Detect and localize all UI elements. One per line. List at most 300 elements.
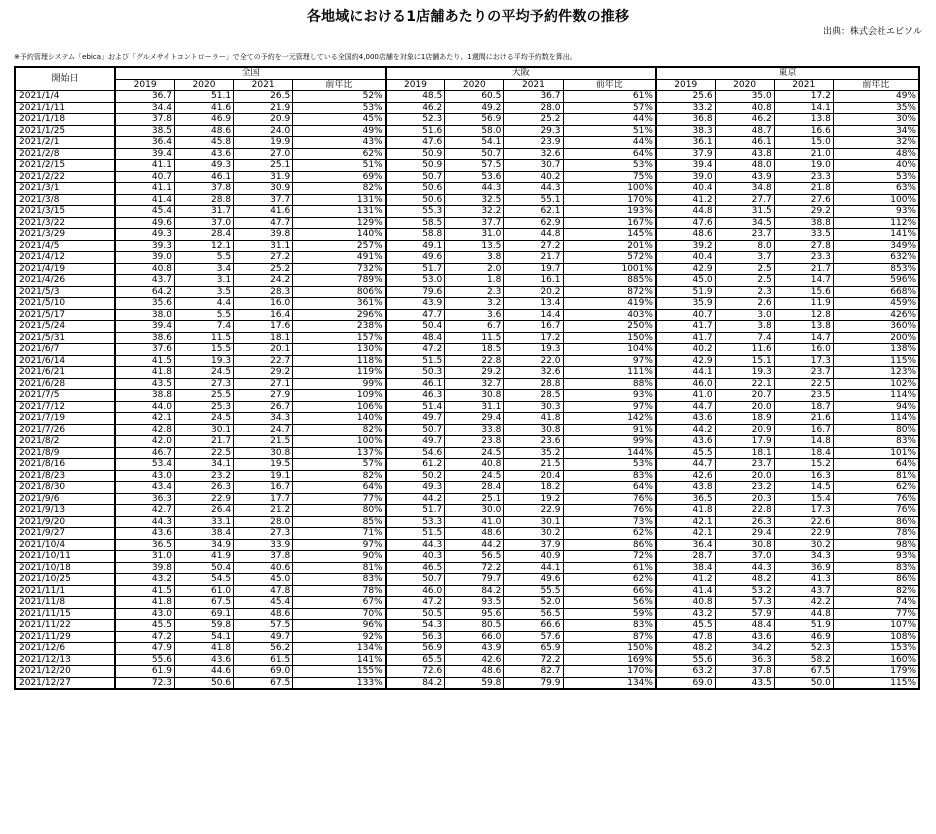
value-cell: 49.6 — [386, 252, 445, 264]
table-row — [15, 321, 919, 333]
value-cell: 13.8 — [774, 114, 833, 126]
value-cell: 419% — [563, 298, 656, 310]
value-cell: 41.4 — [656, 585, 715, 597]
value-cell: 44.7 — [656, 459, 715, 471]
value-cell: 39.8 — [234, 229, 293, 241]
value-cell: 64% — [293, 482, 386, 494]
table-row — [15, 160, 919, 172]
value-cell: 2.6 — [715, 298, 774, 310]
value-cell: 17.2 — [504, 332, 563, 344]
value-cell: 53.0 — [386, 275, 445, 287]
value-cell: 43.4 — [115, 482, 174, 494]
value-cell: 34.2 — [715, 643, 774, 655]
value-cell: 83% — [563, 620, 656, 632]
value-cell: 47.7 — [386, 309, 445, 321]
value-cell: 19.3 — [174, 355, 233, 367]
value-cell: 20.9 — [715, 424, 774, 436]
value-cell: 40.7 — [115, 171, 174, 183]
value-cell: 41.7 — [656, 332, 715, 344]
value-cell: 36.9 — [774, 562, 833, 574]
date-cell: 2021/5/10 — [15, 298, 115, 310]
value-cell: 41.6 — [234, 206, 293, 218]
value-cell: 48.6 — [174, 125, 233, 137]
value-cell: 115% — [833, 677, 919, 689]
value-cell: 44.1 — [504, 562, 563, 574]
value-cell: 34.8 — [715, 183, 774, 195]
table-row — [15, 263, 919, 275]
value-cell: 43.2 — [115, 574, 174, 586]
value-cell: 66% — [563, 585, 656, 597]
value-cell: 48.6 — [656, 229, 715, 241]
value-cell: 129% — [293, 217, 386, 229]
value-cell: 14.5 — [774, 482, 833, 494]
column-header-osaka-2021: 2021 — [504, 79, 563, 91]
value-cell: 134% — [563, 677, 656, 689]
value-cell: 32.7 — [445, 378, 504, 390]
date-cell: 2021/5/24 — [15, 321, 115, 333]
value-cell: 50.3 — [386, 367, 445, 379]
value-cell: 16.3 — [774, 470, 833, 482]
value-cell: 38.8 — [115, 390, 174, 402]
value-cell: 48% — [833, 148, 919, 160]
table-row — [15, 608, 919, 620]
column-header-national-yoy: 前年比 — [293, 79, 386, 91]
value-cell: 24.0 — [234, 125, 293, 137]
value-cell: 5.5 — [174, 309, 233, 321]
value-cell: 36.4 — [656, 539, 715, 551]
value-cell: 360% — [833, 321, 919, 333]
value-cell: 60.5 — [445, 91, 504, 103]
value-cell: 142% — [563, 413, 656, 425]
table-row — [15, 493, 919, 505]
value-cell: 50.7 — [386, 171, 445, 183]
value-cell: 33.2 — [656, 102, 715, 114]
value-cell: 55.5 — [504, 585, 563, 597]
value-cell: 44.3 — [386, 539, 445, 551]
value-cell: 61% — [563, 91, 656, 103]
value-cell: 50.9 — [386, 160, 445, 172]
value-cell: 41.5 — [115, 355, 174, 367]
value-cell: 80.5 — [445, 620, 504, 632]
value-cell: 36.4 — [115, 137, 174, 149]
table-row — [15, 240, 919, 252]
value-cell: 141% — [293, 654, 386, 666]
value-cell: 100% — [833, 194, 919, 206]
value-cell: 93% — [563, 390, 656, 402]
value-cell: 52.3 — [386, 114, 445, 126]
value-cell: 35.0 — [715, 91, 774, 103]
value-cell: 53.4 — [115, 459, 174, 471]
value-cell: 52.3 — [774, 643, 833, 655]
value-cell: 155% — [293, 666, 386, 678]
value-cell: 30.8 — [234, 447, 293, 459]
value-cell: 13.4 — [504, 298, 563, 310]
value-cell: 84.2 — [386, 677, 445, 689]
date-cell: 2021/11/22 — [15, 620, 115, 632]
value-cell: 46.1 — [715, 137, 774, 149]
value-cell: 12.1 — [174, 240, 233, 252]
value-cell: 108% — [833, 631, 919, 643]
value-cell: 49.3 — [174, 160, 233, 172]
value-cell: 46.0 — [656, 378, 715, 390]
table-row — [15, 286, 919, 298]
date-cell: 2021/8/2 — [15, 436, 115, 448]
value-cell: 40.6 — [234, 562, 293, 574]
value-cell: 27.3 — [234, 528, 293, 540]
value-cell: 14.7 — [774, 275, 833, 287]
value-cell: 39.0 — [115, 252, 174, 264]
value-cell: 30.8 — [445, 390, 504, 402]
value-cell: 47.8 — [656, 631, 715, 643]
value-cell: 30.7 — [504, 160, 563, 172]
value-cell: 26.3 — [715, 516, 774, 528]
value-cell: 123% — [833, 367, 919, 379]
value-cell: 26.5 — [234, 91, 293, 103]
value-cell: 15.6 — [774, 286, 833, 298]
value-cell: 2.0 — [445, 263, 504, 275]
table-row — [15, 309, 919, 321]
value-cell: 26.4 — [174, 505, 233, 517]
date-cell: 2021/7/12 — [15, 401, 115, 413]
value-cell: 38.8 — [774, 217, 833, 229]
value-cell: 83% — [293, 574, 386, 586]
value-cell: 41.9 — [174, 551, 233, 563]
value-cell: 2.5 — [715, 263, 774, 275]
value-cell: 80% — [833, 424, 919, 436]
value-cell: 35% — [833, 102, 919, 114]
value-cell: 45.5 — [115, 620, 174, 632]
value-cell: 3.8 — [445, 252, 504, 264]
value-cell: 35.6 — [115, 298, 174, 310]
value-cell: 55.1 — [504, 194, 563, 206]
value-cell: 150% — [563, 332, 656, 344]
value-cell: 853% — [833, 263, 919, 275]
value-cell: 24.5 — [445, 470, 504, 482]
value-cell: 46.0 — [386, 585, 445, 597]
value-cell: 18.4 — [774, 447, 833, 459]
value-cell: 41.6 — [174, 102, 233, 114]
value-cell: 29.4 — [445, 413, 504, 425]
value-cell: 28.8 — [174, 194, 233, 206]
value-cell: 30.0 — [445, 505, 504, 517]
value-cell: 3.0 — [715, 309, 774, 321]
value-cell: 17.3 — [774, 505, 833, 517]
value-cell: 44.3 — [445, 183, 504, 195]
value-cell: 30.8 — [504, 424, 563, 436]
value-cell: 40.4 — [656, 252, 715, 264]
value-cell: 140% — [293, 413, 386, 425]
value-cell: 46.1 — [386, 378, 445, 390]
value-cell: 150% — [563, 643, 656, 655]
value-cell: 64% — [563, 148, 656, 160]
value-cell: 20.0 — [715, 401, 774, 413]
value-cell: 732% — [293, 263, 386, 275]
region-header-row — [15, 67, 919, 79]
value-cell: 70% — [293, 608, 386, 620]
value-cell: 16.0 — [234, 298, 293, 310]
table-row — [15, 470, 919, 482]
value-cell: 19.9 — [234, 137, 293, 149]
value-cell: 44.3 — [115, 516, 174, 528]
value-cell: 48.6 — [234, 608, 293, 620]
column-header-tokyo-2021: 2021 — [774, 79, 833, 91]
value-cell: 62% — [293, 148, 386, 160]
value-cell: 41.4 — [115, 194, 174, 206]
value-cell: 80% — [293, 505, 386, 517]
value-cell: 19.3 — [715, 367, 774, 379]
value-cell: 46.7 — [115, 447, 174, 459]
date-cell: 2021/3/15 — [15, 206, 115, 218]
value-cell: 24.5 — [445, 447, 504, 459]
value-cell: 41.3 — [774, 574, 833, 586]
value-cell: 54.1 — [445, 137, 504, 149]
value-cell: 15.2 — [774, 459, 833, 471]
value-cell: 88% — [563, 378, 656, 390]
value-cell: 32.5 — [445, 194, 504, 206]
value-cell: 79.7 — [445, 574, 504, 586]
value-cell: 6.7 — [445, 321, 504, 333]
date-cell: 2021/1/4 — [15, 91, 115, 103]
value-cell: 65.9 — [504, 643, 563, 655]
value-cell: 37.8 — [234, 551, 293, 563]
value-cell: 403% — [563, 309, 656, 321]
value-cell: 28.8 — [504, 378, 563, 390]
value-cell: 21.5 — [234, 436, 293, 448]
date-cell: 2021/11/1 — [15, 585, 115, 597]
value-cell: 48.6 — [445, 666, 504, 678]
value-cell: 50.4 — [174, 562, 233, 574]
value-cell: 41.1 — [115, 183, 174, 195]
methodology-note: ※予約管理システム「ebica」および「グルメサイトコントローラー」で全ての予約を一元管理している全国約4,000店舗を対象に1店舗あたり、1週間における平均予約数を算出。 — [14, 53, 577, 61]
value-cell: 37.9 — [504, 539, 563, 551]
value-cell: 32.6 — [504, 367, 563, 379]
value-cell: 79.6 — [386, 286, 445, 298]
value-cell: 18.5 — [445, 344, 504, 356]
value-cell: 140% — [293, 229, 386, 241]
table-row — [15, 516, 919, 528]
value-cell: 30.1 — [174, 424, 233, 436]
value-cell: 44.2 — [656, 424, 715, 436]
value-cell: 27.3 — [174, 378, 233, 390]
value-cell: 38.5 — [115, 125, 174, 137]
value-cell: 27.2 — [234, 252, 293, 264]
value-cell: 50.6 — [174, 677, 233, 689]
value-cell: 96% — [293, 620, 386, 632]
value-cell: 82% — [293, 424, 386, 436]
value-cell: 48.2 — [656, 643, 715, 655]
value-cell: 44.8 — [656, 206, 715, 218]
value-cell: 39.2 — [656, 240, 715, 252]
date-cell: 2021/3/1 — [15, 183, 115, 195]
value-cell: 43.7 — [115, 275, 174, 287]
value-cell: 25.1 — [234, 160, 293, 172]
value-cell: 104% — [563, 344, 656, 356]
value-cell: 11.6 — [715, 344, 774, 356]
value-cell: 24.7 — [234, 424, 293, 436]
value-cell: 57.5 — [445, 160, 504, 172]
value-cell: 50.4 — [386, 321, 445, 333]
table-row — [15, 390, 919, 402]
value-cell: 62.9 — [504, 217, 563, 229]
value-cell: 42.9 — [656, 263, 715, 275]
date-cell: 2021/8/30 — [15, 482, 115, 494]
table-row — [15, 459, 919, 471]
value-cell: 50.9 — [386, 148, 445, 160]
value-cell: 41.8 — [115, 367, 174, 379]
value-cell: 153% — [833, 643, 919, 655]
value-cell: 31.1 — [445, 401, 504, 413]
value-cell: 82.7 — [504, 666, 563, 678]
value-cell: 14.1 — [774, 102, 833, 114]
table-row — [15, 102, 919, 114]
value-cell: 426% — [833, 309, 919, 321]
value-cell: 23.7 — [715, 459, 774, 471]
value-cell: 34% — [833, 125, 919, 137]
value-cell: 41.8 — [115, 597, 174, 609]
date-cell: 2021/3/8 — [15, 194, 115, 206]
value-cell: 39.4 — [115, 148, 174, 160]
value-cell: 72.2 — [504, 654, 563, 666]
value-cell: 86% — [833, 516, 919, 528]
value-cell: 38.3 — [656, 125, 715, 137]
value-cell: 296% — [293, 309, 386, 321]
date-cell: 2021/6/7 — [15, 344, 115, 356]
value-cell: 69.1 — [174, 608, 233, 620]
value-cell: 72.2 — [445, 562, 504, 574]
column-header-national-2021: 2021 — [234, 79, 293, 91]
value-cell: 36.5 — [656, 493, 715, 505]
value-cell: 44% — [563, 137, 656, 149]
value-cell: 55.6 — [115, 654, 174, 666]
value-cell: 130% — [293, 344, 386, 356]
value-cell: 28.4 — [174, 229, 233, 241]
value-cell: 76% — [833, 505, 919, 517]
date-cell: 2021/8/23 — [15, 470, 115, 482]
table-row — [15, 643, 919, 655]
value-cell: 30% — [833, 114, 919, 126]
value-cell: 40% — [833, 160, 919, 172]
value-cell: 52.0 — [504, 597, 563, 609]
value-cell: 82% — [293, 470, 386, 482]
value-cell: 53.2 — [715, 585, 774, 597]
value-cell: 66.6 — [504, 620, 563, 632]
value-cell: 23.9 — [504, 137, 563, 149]
value-cell: 41.2 — [656, 194, 715, 206]
value-cell: 101% — [833, 447, 919, 459]
date-cell: 2021/10/4 — [15, 539, 115, 551]
value-cell: 41.7 — [656, 321, 715, 333]
table-row — [15, 677, 919, 689]
value-cell: 62% — [563, 528, 656, 540]
value-cell: 20.0 — [715, 470, 774, 482]
table-row — [15, 298, 919, 310]
value-cell: 36.3 — [715, 654, 774, 666]
value-cell: 459% — [833, 298, 919, 310]
value-cell: 76% — [563, 493, 656, 505]
value-cell: 789% — [293, 275, 386, 287]
date-cell: 2021/2/22 — [15, 171, 115, 183]
value-cell: 3.8 — [715, 321, 774, 333]
value-cell: 3.7 — [715, 252, 774, 264]
value-cell: 54.5 — [174, 574, 233, 586]
value-cell: 16.1 — [504, 275, 563, 287]
column-header-osaka-2020: 2020 — [445, 79, 504, 91]
value-cell: 46.9 — [774, 631, 833, 643]
value-cell: 26.7 — [234, 401, 293, 413]
table-row — [15, 620, 919, 632]
date-cell: 2021/12/13 — [15, 654, 115, 666]
date-column-header: 開始日 — [15, 67, 115, 91]
value-cell: 115% — [833, 355, 919, 367]
value-cell: 31.9 — [234, 171, 293, 183]
value-cell: 11.5 — [174, 332, 233, 344]
value-cell: 144% — [563, 447, 656, 459]
value-cell: 69% — [293, 171, 386, 183]
value-cell: 51% — [293, 160, 386, 172]
column-header-national-2019: 2019 — [115, 79, 174, 91]
value-cell: 31.0 — [445, 229, 504, 241]
value-cell: 22.5 — [174, 447, 233, 459]
value-cell: 22.1 — [715, 378, 774, 390]
value-cell: 29.2 — [774, 206, 833, 218]
value-cell: 36.1 — [656, 137, 715, 149]
value-cell: 24.2 — [234, 275, 293, 287]
table-row — [15, 666, 919, 678]
date-cell: 2021/2/15 — [15, 160, 115, 172]
value-cell: 28.3 — [234, 286, 293, 298]
date-cell: 2021/9/20 — [15, 516, 115, 528]
value-cell: 43.6 — [174, 148, 233, 160]
value-cell: 46.3 — [386, 390, 445, 402]
value-cell: 56.9 — [445, 114, 504, 126]
value-cell: 44.3 — [715, 562, 774, 574]
value-cell: 45% — [293, 114, 386, 126]
table-row — [15, 551, 919, 563]
value-cell: 79.9 — [504, 677, 563, 689]
date-cell: 2021/4/12 — [15, 252, 115, 264]
value-cell: 82% — [833, 585, 919, 597]
value-cell: 42.0 — [115, 436, 174, 448]
date-cell: 2021/10/18 — [15, 562, 115, 574]
value-cell: 46.5 — [386, 562, 445, 574]
value-cell: 35.9 — [656, 298, 715, 310]
value-cell: 33.5 — [774, 229, 833, 241]
value-cell: 47.6 — [386, 137, 445, 149]
value-cell: 34.3 — [234, 413, 293, 425]
value-cell: 28.7 — [656, 551, 715, 563]
value-cell: 138% — [833, 344, 919, 356]
date-cell: 2021/1/18 — [15, 114, 115, 126]
value-cell: 44.0 — [115, 401, 174, 413]
value-cell: 81% — [293, 562, 386, 574]
value-cell: 74% — [833, 597, 919, 609]
value-cell: 44.8 — [504, 229, 563, 241]
value-cell: 118% — [293, 355, 386, 367]
value-cell: 25.5 — [174, 390, 233, 402]
value-cell: 48.7 — [715, 125, 774, 137]
value-cell: 58.5 — [386, 217, 445, 229]
value-cell: 61.9 — [115, 666, 174, 678]
value-cell: 5.5 — [174, 252, 233, 264]
value-cell: 51.7 — [386, 505, 445, 517]
value-cell: 102% — [833, 378, 919, 390]
value-cell: 16.4 — [234, 309, 293, 321]
value-cell: 17.3 — [774, 355, 833, 367]
value-cell: 67.5 — [234, 677, 293, 689]
date-cell: 2021/5/31 — [15, 332, 115, 344]
value-cell: 50.2 — [386, 470, 445, 482]
value-cell: 17.2 — [774, 91, 833, 103]
